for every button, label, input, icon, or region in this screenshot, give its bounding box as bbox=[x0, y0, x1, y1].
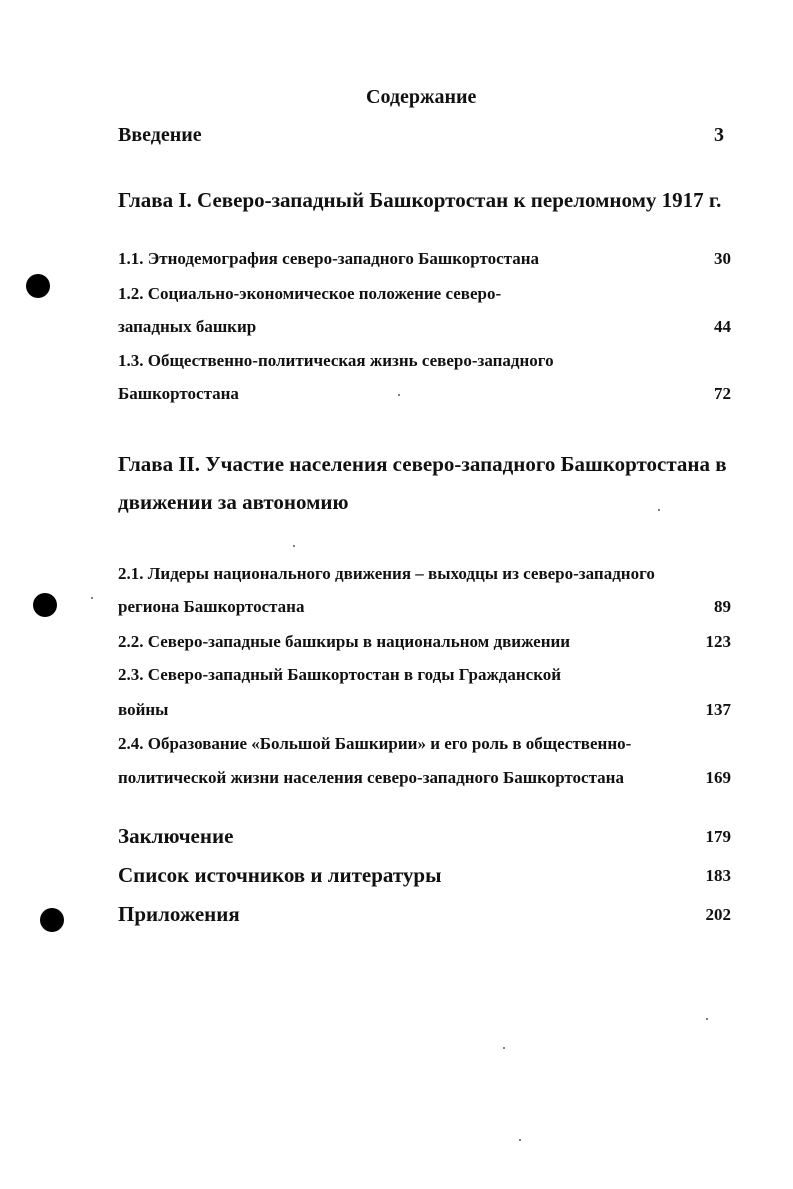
section-2-1: 2.1. Лидеры национального движения – выходцы из северо-западного bbox=[118, 564, 655, 583]
section-1-2-cont: западных башкир bbox=[118, 317, 257, 336]
section-1-3-cont: Башкортостана bbox=[118, 384, 239, 403]
section-1-1-page: 30 bbox=[714, 249, 731, 268]
section-2-1-page: 89 bbox=[714, 597, 731, 616]
scan-speck bbox=[503, 1047, 505, 1049]
scan-speck bbox=[293, 545, 295, 547]
section-1-1: 1.1. Этнодемография северо-западного Башкортостана bbox=[118, 249, 540, 268]
toc-appendix-page: 202 bbox=[705, 905, 731, 924]
chapter-1-title: Глава I. Северо-западный Башкортостан к переломному 1917 г. bbox=[118, 188, 722, 212]
section-2-3: 2.3. Северо-западный Башкортостан в годы Гражданской bbox=[118, 665, 562, 684]
scan-speck bbox=[91, 597, 93, 599]
toc-title: Содержание bbox=[366, 86, 477, 108]
toc-conclusion-label: Заключение bbox=[118, 824, 234, 848]
section-2-4-page: 169 bbox=[705, 768, 731, 787]
section-1-3-page: 72 bbox=[714, 384, 731, 403]
toc-appendix-label: Приложения bbox=[118, 902, 240, 926]
scan-speck bbox=[658, 509, 660, 511]
scan-speck bbox=[398, 394, 400, 396]
toc-intro-label: Введение bbox=[118, 124, 202, 146]
toc-sources-page: 183 bbox=[705, 866, 731, 885]
section-2-2: 2.2. Северо-западные башкиры в национальном движении bbox=[118, 632, 571, 651]
toc-sources-label: Список источников и литературы bbox=[118, 863, 442, 887]
scan-speck bbox=[706, 1018, 708, 1020]
section-2-3-page: 137 bbox=[705, 700, 731, 719]
punch-hole-bottom bbox=[40, 908, 64, 932]
section-1-2: 1.2. Социально-экономическое положение северо- bbox=[118, 284, 502, 303]
section-1-2-page: 44 bbox=[714, 317, 731, 336]
section-2-1-cont: региона Башкортостана bbox=[118, 597, 305, 616]
section-2-4-cont: политической жизни населения северо-западного Башкортостана bbox=[118, 768, 624, 787]
chapter-2-title: Глава II. Участие населения северо-западного Башкортостана в bbox=[118, 452, 727, 476]
section-1-3: 1.3. Общественно-политическая жизнь северо-западного bbox=[118, 351, 554, 370]
chapter-2-title-cont: движении за автономию bbox=[118, 490, 349, 514]
toc-conclusion-page: 179 bbox=[705, 827, 731, 846]
scan-speck bbox=[519, 1139, 521, 1141]
toc-intro-page: 3 bbox=[714, 124, 724, 146]
section-2-2-page: 123 bbox=[705, 632, 731, 651]
punch-hole-top bbox=[26, 274, 50, 298]
section-2-3-cont: войны bbox=[118, 700, 169, 719]
section-2-4: 2.4. Образование «Большой Башкирии» и его роль в общественно- bbox=[118, 734, 632, 753]
punch-hole-middle bbox=[33, 593, 57, 617]
